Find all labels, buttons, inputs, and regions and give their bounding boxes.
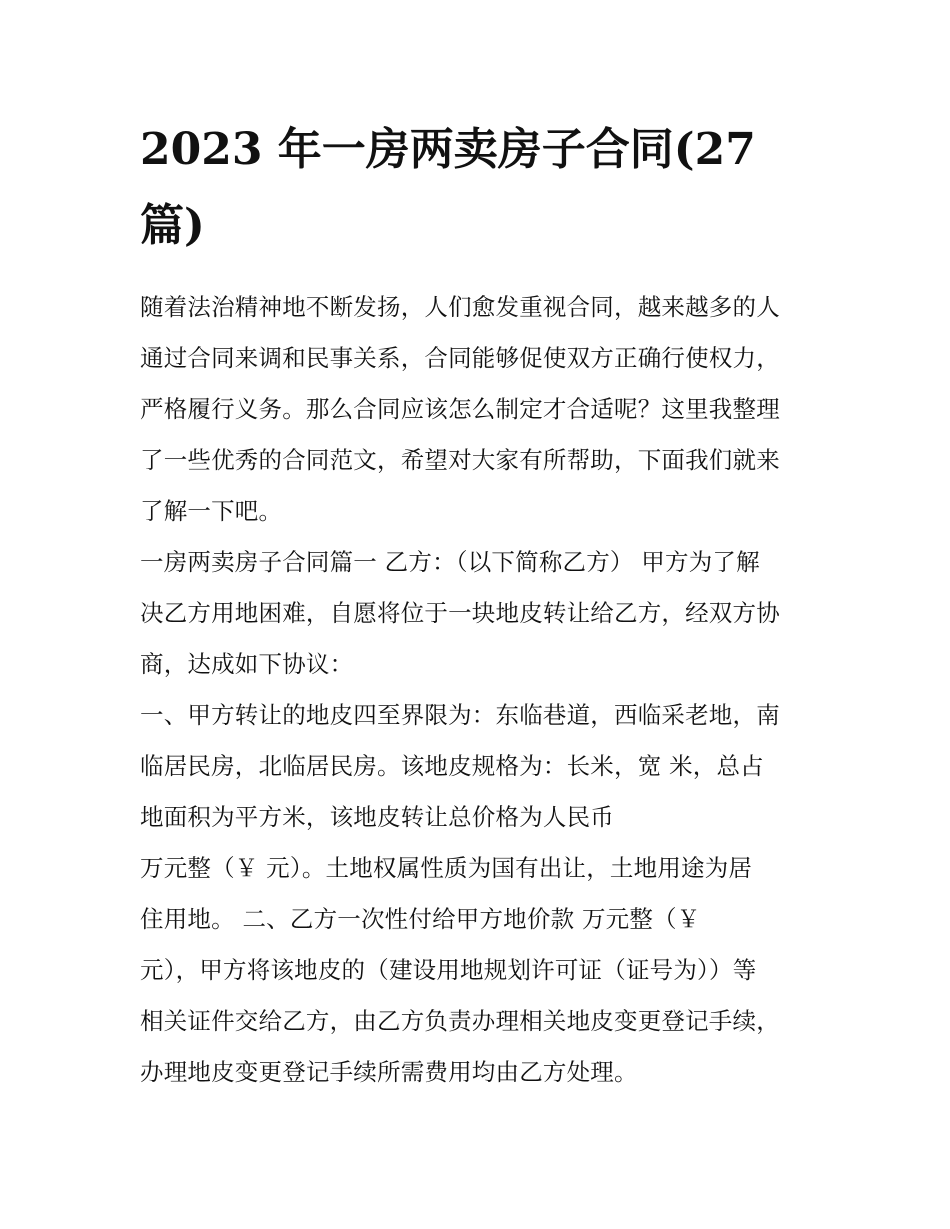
body-line: 办理地皮变更登记手续所需费用均由乙方处理。 — [140, 1058, 638, 1086]
document-page — [140, 112, 812, 1098]
document-title — [140, 112, 812, 264]
body-line: 严格履行义务。那么合同应该怎么制定才合适呢？这里我整理 — [140, 395, 780, 423]
body-line: 了解一下吧。 — [140, 497, 283, 525]
body-line: 元），甲方将该地皮的（建设用地规划许可证（证号为））等 — [140, 956, 757, 984]
body-line: 通过合同来调和民事关系，合同能够促使双方正确行使权力， — [140, 344, 780, 372]
body-line: 住用地。 二、乙方一次性付给甲方地价款 万元整（￥ — [140, 905, 701, 933]
body-line: 万元整（￥ 元）。土地权属性质为国有出让，土地用途为居 — [140, 854, 753, 882]
title-line: 2023 年一房两卖房子合同(27 — [140, 124, 756, 175]
body-line: 一、甲方转让的地皮四至界限为：东临巷道，西临采老地，南 — [140, 701, 780, 729]
body-line: 地面积为平方米，该地皮转让总价格为人民币 — [140, 803, 614, 831]
document-body — [140, 282, 812, 1098]
body-line: 了一些优秀的合同范文，希望对大家有所帮助，下面我们就来 — [140, 446, 780, 474]
body-line: 一房两卖房子合同篇一 乙方：（以下简称乙方） 甲方为了解 — [140, 548, 760, 576]
body-line: 相关证件交给乙方，由乙方负责办理相关地皮变更登记手续， — [140, 1007, 780, 1035]
body-line: 随着法治精神地不断发扬，人们愈发重视合同，越来越多的人 — [140, 293, 780, 321]
title-line: 篇) — [140, 200, 205, 251]
body-line: 决乙方用地困难，自愿将位于一块地皮转让给乙方，经双方协 — [140, 599, 780, 627]
body-line: 临居民房，北临居民房。该地皮规格为：长米，宽 米，总占 — [140, 752, 764, 780]
body-line: 商，达成如下协议： — [140, 650, 354, 678]
